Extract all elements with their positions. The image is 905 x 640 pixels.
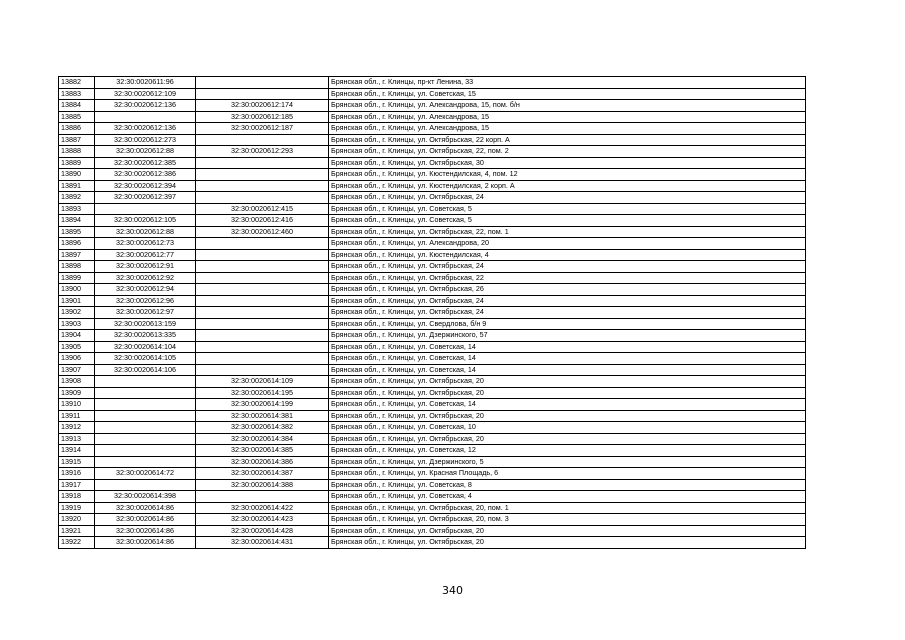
object-cadastral-number-cell: 32:30:0020614:428 <box>196 525 329 537</box>
cadastral-number-cell: 32:30:0020612:386 <box>95 169 196 181</box>
table-row <box>59 502 806 514</box>
object-cadastral-number-cell: 32:30:0020614:195 <box>196 387 329 399</box>
cadastral-number-cell: 32:30:0020612:385 <box>95 157 196 169</box>
cadastral-number-cell: 32:30:0020612:97 <box>95 307 196 319</box>
table-row <box>59 537 806 549</box>
table-row <box>59 238 806 250</box>
table-row <box>59 169 806 181</box>
row-number-cell: 13894 <box>59 215 95 227</box>
row-number-cell: 13913 <box>59 433 95 445</box>
object-cadastral-number-cell <box>196 77 329 89</box>
address-cell: Брянская обл., г. Клинцы, ул. Свердлова, б/н 9 <box>329 318 806 330</box>
cadastral-number-cell: 32:30:0020613:335 <box>95 330 196 342</box>
address-cell: Брянская обл., г. Клинцы, ул. Октябрьская, 20 <box>329 387 806 399</box>
address-cell: Брянская обл., г. Клинцы, пр-кт Ленина, 33 <box>329 77 806 89</box>
address-cell: Брянская обл., г. Клинцы, ул. Кюстендилская, 4 <box>329 249 806 261</box>
address-cell: Брянская обл., г. Клинцы, ул. Октябрьская, 24 <box>329 307 806 319</box>
table-row <box>59 134 806 146</box>
cadastral-number-cell: 32:30:0020614:86 <box>95 502 196 514</box>
row-number-cell: 13899 <box>59 272 95 284</box>
row-number-cell: 13906 <box>59 353 95 365</box>
object-cadastral-number-cell <box>196 169 329 181</box>
address-cell: Брянская обл., г. Клинцы, ул. Советская, 10 <box>329 422 806 434</box>
cadastral-number-cell: 32:30:0020614:72 <box>95 468 196 480</box>
address-cell: Брянская обл., г. Клинцы, ул. Красная Площадь, 6 <box>329 468 806 480</box>
address-cell: Брянская обл., г. Клинцы, ул. Советская, 12 <box>329 445 806 457</box>
object-cadastral-number-cell <box>196 295 329 307</box>
row-number-cell: 13903 <box>59 318 95 330</box>
cadastral-number-cell <box>95 445 196 457</box>
object-cadastral-number-cell: 32:30:0020614:199 <box>196 399 329 411</box>
cadastral-number-cell <box>95 387 196 399</box>
table-row <box>59 157 806 169</box>
row-number-cell: 13916 <box>59 468 95 480</box>
row-number-cell: 13888 <box>59 146 95 158</box>
table-row <box>59 318 806 330</box>
cadastral-number-cell: 32:30:0020614:106 <box>95 364 196 376</box>
row-number-cell: 13920 <box>59 514 95 526</box>
cadastral-number-cell: 32:30:0020612:73 <box>95 238 196 250</box>
address-cell: Брянская обл., г. Клинцы, ул. Октябрьская, 26 <box>329 284 806 296</box>
table-row <box>59 295 806 307</box>
cadastral-number-cell: 32:30:0020614:86 <box>95 525 196 537</box>
object-cadastral-number-cell <box>196 318 329 330</box>
registry-table <box>58 76 806 549</box>
row-number-cell: 13889 <box>59 157 95 169</box>
table-row <box>59 111 806 123</box>
cadastral-number-cell: 32:30:0020612:92 <box>95 272 196 284</box>
object-cadastral-number-cell: 32:30:0020612:174 <box>196 100 329 112</box>
table-row <box>59 364 806 376</box>
table-row <box>59 468 806 480</box>
cadastral-number-cell: 32:30:0020612:91 <box>95 261 196 273</box>
row-number-cell: 13907 <box>59 364 95 376</box>
row-number-cell: 13918 <box>59 491 95 503</box>
table-row <box>59 387 806 399</box>
object-cadastral-number-cell: 32:30:0020612:293 <box>196 146 329 158</box>
row-number-cell: 13891 <box>59 180 95 192</box>
cadastral-number-cell: 32:30:0020614:86 <box>95 537 196 549</box>
table-row <box>59 307 806 319</box>
object-cadastral-number-cell: 32:30:0020612:185 <box>196 111 329 123</box>
cadastral-number-cell <box>95 111 196 123</box>
object-cadastral-number-cell: 32:30:0020614:381 <box>196 410 329 422</box>
table-row <box>59 330 806 342</box>
address-cell: Брянская обл., г. Клинцы, ул. Советская, 14 <box>329 364 806 376</box>
address-cell: Брянская обл., г. Клинцы, ул. Октябрьская, 20 <box>329 410 806 422</box>
address-cell: Брянская обл., г. Клинцы, ул. Октябрьская, 22 корп. А <box>329 134 806 146</box>
object-cadastral-number-cell <box>196 307 329 319</box>
address-cell: Брянская обл., г. Клинцы, ул. Октябрьская, 22, пом. 1 <box>329 226 806 238</box>
table-row <box>59 261 806 273</box>
object-cadastral-number-cell: 32:30:0020614:387 <box>196 468 329 480</box>
row-number-cell: 13886 <box>59 123 95 135</box>
row-number-cell: 13883 <box>59 88 95 100</box>
cadastral-number-cell <box>95 422 196 434</box>
address-cell: Брянская обл., г. Клинцы, ул. Советская, 4 <box>329 491 806 503</box>
object-cadastral-number-cell <box>196 88 329 100</box>
table-row <box>59 433 806 445</box>
cadastral-number-cell: 32:30:0020612:109 <box>95 88 196 100</box>
address-cell: Брянская обл., г. Клинцы, ул. Кюстендилская, 4, пом. 12 <box>329 169 806 181</box>
object-cadastral-number-cell: 32:30:0020614:422 <box>196 502 329 514</box>
row-number-cell: 13909 <box>59 387 95 399</box>
row-number-cell: 13885 <box>59 111 95 123</box>
cadastral-number-cell: 32:30:0020612:94 <box>95 284 196 296</box>
cadastral-number-cell: 32:30:0020614:398 <box>95 491 196 503</box>
table-row <box>59 422 806 434</box>
object-cadastral-number-cell: 32:30:0020614:431 <box>196 537 329 549</box>
object-cadastral-number-cell: 32:30:0020614:423 <box>196 514 329 526</box>
cadastral-number-cell: 32:30:0020612:136 <box>95 123 196 135</box>
row-number-cell: 13905 <box>59 341 95 353</box>
row-number-cell: 13914 <box>59 445 95 457</box>
address-cell: Брянская обл., г. Клинцы, ул. Советская, 14 <box>329 353 806 365</box>
cadastral-number-cell <box>95 399 196 411</box>
object-cadastral-number-cell <box>196 284 329 296</box>
row-number-cell: 13912 <box>59 422 95 434</box>
row-number-cell: 13893 <box>59 203 95 215</box>
object-cadastral-number-cell <box>196 192 329 204</box>
row-number-cell: 13897 <box>59 249 95 261</box>
cadastral-number-cell <box>95 203 196 215</box>
cadastral-number-cell <box>95 376 196 388</box>
table-row <box>59 341 806 353</box>
row-number-cell: 13896 <box>59 238 95 250</box>
object-cadastral-number-cell <box>196 364 329 376</box>
address-cell: Брянская обл., г. Клинцы, ул. Александрова, 15 <box>329 123 806 135</box>
object-cadastral-number-cell: 32:30:0020614:109 <box>196 376 329 388</box>
address-cell: Брянская обл., г. Клинцы, ул. Советская, 14 <box>329 341 806 353</box>
cadastral-number-cell: 32:30:0020613:159 <box>95 318 196 330</box>
table-row <box>59 456 806 468</box>
address-cell: Брянская обл., г. Клинцы, ул. Дзержинского, 57 <box>329 330 806 342</box>
address-cell: Брянская обл., г. Клинцы, ул. Александрова, 20 <box>329 238 806 250</box>
table-row <box>59 376 806 388</box>
object-cadastral-number-cell <box>196 341 329 353</box>
page-number: 340 <box>442 584 463 597</box>
cadastral-number-cell: 32:30:0020614:104 <box>95 341 196 353</box>
address-cell: Брянская обл., г. Клинцы, ул. Советская, 5 <box>329 203 806 215</box>
cadastral-number-cell <box>95 410 196 422</box>
object-cadastral-number-cell: 32:30:0020614:384 <box>196 433 329 445</box>
row-number-cell: 13900 <box>59 284 95 296</box>
cadastral-number-cell: 32:30:0020612:397 <box>95 192 196 204</box>
table-row <box>59 77 806 89</box>
address-cell: Брянская обл., г. Клинцы, ул. Дзержинского, 5 <box>329 456 806 468</box>
cadastral-number-cell: 32:30:0020612:394 <box>95 180 196 192</box>
object-cadastral-number-cell: 32:30:0020614:386 <box>196 456 329 468</box>
address-cell: Брянская обл., г. Клинцы, ул. Советская, 15 <box>329 88 806 100</box>
address-cell: Брянская обл., г. Клинцы, ул. Октябрьская, 20 <box>329 433 806 445</box>
table-row <box>59 146 806 158</box>
table-row <box>59 491 806 503</box>
address-cell: Брянская обл., г. Клинцы, ул. Октябрьская, 20 <box>329 525 806 537</box>
table-row <box>59 284 806 296</box>
address-cell: Брянская обл., г. Клинцы, ул. Советская, 14 <box>329 399 806 411</box>
cadastral-number-cell: 32:30:0020612:96 <box>95 295 196 307</box>
address-cell: Брянская обл., г. Клинцы, ул. Александрова, 15, пом. б/н <box>329 100 806 112</box>
table-row <box>59 399 806 411</box>
row-number-cell: 13919 <box>59 502 95 514</box>
row-number-cell: 13921 <box>59 525 95 537</box>
object-cadastral-number-cell <box>196 272 329 284</box>
table-row <box>59 215 806 227</box>
object-cadastral-number-cell <box>196 180 329 192</box>
table-row <box>59 88 806 100</box>
address-cell: Брянская обл., г. Клинцы, ул. Октябрьская, 22, пом. 2 <box>329 146 806 158</box>
row-number-cell: 13904 <box>59 330 95 342</box>
cadastral-number-cell: 32:30:0020611:96 <box>95 77 196 89</box>
cadastral-number-cell <box>95 456 196 468</box>
cadastral-number-cell: 32:30:0020612:273 <box>95 134 196 146</box>
cadastral-number-cell: 32:30:0020614:105 <box>95 353 196 365</box>
table-row <box>59 353 806 365</box>
address-cell: Брянская обл., г. Клинцы, ул. Октябрьская, 22 <box>329 272 806 284</box>
table-row <box>59 100 806 112</box>
table-row <box>59 192 806 204</box>
address-cell: Брянская обл., г. Клинцы, ул. Октябрьская, 20, пом. 1 <box>329 502 806 514</box>
row-number-cell: 13917 <box>59 479 95 491</box>
object-cadastral-number-cell <box>196 491 329 503</box>
address-cell: Брянская обл., г. Клинцы, ул. Советская, 5 <box>329 215 806 227</box>
address-cell: Брянская обл., г. Клинцы, ул. Октябрьская, 30 <box>329 157 806 169</box>
address-cell: Брянская обл., г. Клинцы, ул. Октябрьская, 20, пом. 3 <box>329 514 806 526</box>
address-cell: Брянская обл., г. Клинцы, ул. Октябрьская, 24 <box>329 192 806 204</box>
address-cell: Брянская обл., г. Клинцы, ул. Октябрьская, 24 <box>329 295 806 307</box>
table-row <box>59 445 806 457</box>
cadastral-number-cell: 32:30:0020614:86 <box>95 514 196 526</box>
cadastral-number-cell: 32:30:0020612:136 <box>95 100 196 112</box>
row-number-cell: 13887 <box>59 134 95 146</box>
row-number-cell: 13911 <box>59 410 95 422</box>
object-cadastral-number-cell <box>196 134 329 146</box>
registry-table-body <box>59 77 806 549</box>
row-number-cell: 13922 <box>59 537 95 549</box>
cadastral-number-cell <box>95 479 196 491</box>
row-number-cell: 13908 <box>59 376 95 388</box>
object-cadastral-number-cell <box>196 330 329 342</box>
cadastral-number-cell: 32:30:0020612:88 <box>95 226 196 238</box>
address-cell: Брянская обл., г. Клинцы, ул. Октябрьская, 20 <box>329 537 806 549</box>
table-row <box>59 180 806 192</box>
object-cadastral-number-cell <box>196 249 329 261</box>
table-row <box>59 249 806 261</box>
table-row <box>59 410 806 422</box>
row-number-cell: 13895 <box>59 226 95 238</box>
object-cadastral-number-cell: 32:30:0020614:382 <box>196 422 329 434</box>
row-number-cell: 13902 <box>59 307 95 319</box>
row-number-cell: 13915 <box>59 456 95 468</box>
object-cadastral-number-cell: 32:30:0020612:187 <box>196 123 329 135</box>
object-cadastral-number-cell: 32:30:0020612:415 <box>196 203 329 215</box>
table-row <box>59 226 806 238</box>
row-number-cell: 13884 <box>59 100 95 112</box>
address-cell: Брянская обл., г. Клинцы, ул. Советская, 8 <box>329 479 806 491</box>
table-row <box>59 479 806 491</box>
object-cadastral-number-cell <box>196 353 329 365</box>
address-cell: Брянская обл., г. Клинцы, ул. Кюстендилская, 2 корп. А <box>329 180 806 192</box>
cadastral-number-cell <box>95 433 196 445</box>
address-cell: Брянская обл., г. Клинцы, ул. Александрова, 15 <box>329 111 806 123</box>
row-number-cell: 13901 <box>59 295 95 307</box>
row-number-cell: 13892 <box>59 192 95 204</box>
table-row <box>59 123 806 135</box>
row-number-cell: 13890 <box>59 169 95 181</box>
row-number-cell: 13882 <box>59 77 95 89</box>
object-cadastral-number-cell <box>196 238 329 250</box>
row-number-cell: 13898 <box>59 261 95 273</box>
cadastral-number-cell: 32:30:0020612:77 <box>95 249 196 261</box>
object-cadastral-number-cell <box>196 157 329 169</box>
object-cadastral-number-cell <box>196 261 329 273</box>
table-row <box>59 525 806 537</box>
cadastral-number-cell: 32:30:0020612:105 <box>95 215 196 227</box>
table-row <box>59 272 806 284</box>
table-row <box>59 203 806 215</box>
object-cadastral-number-cell: 32:30:0020612:460 <box>196 226 329 238</box>
row-number-cell: 13910 <box>59 399 95 411</box>
address-cell: Брянская обл., г. Клинцы, ул. Октябрьская, 20 <box>329 376 806 388</box>
cadastral-number-cell: 32:30:0020612:88 <box>95 146 196 158</box>
table-row <box>59 514 806 526</box>
object-cadastral-number-cell: 32:30:0020614:385 <box>196 445 329 457</box>
object-cadastral-number-cell: 32:30:0020614:388 <box>196 479 329 491</box>
address-cell: Брянская обл., г. Клинцы, ул. Октябрьская, 24 <box>329 261 806 273</box>
object-cadastral-number-cell: 32:30:0020612:416 <box>196 215 329 227</box>
